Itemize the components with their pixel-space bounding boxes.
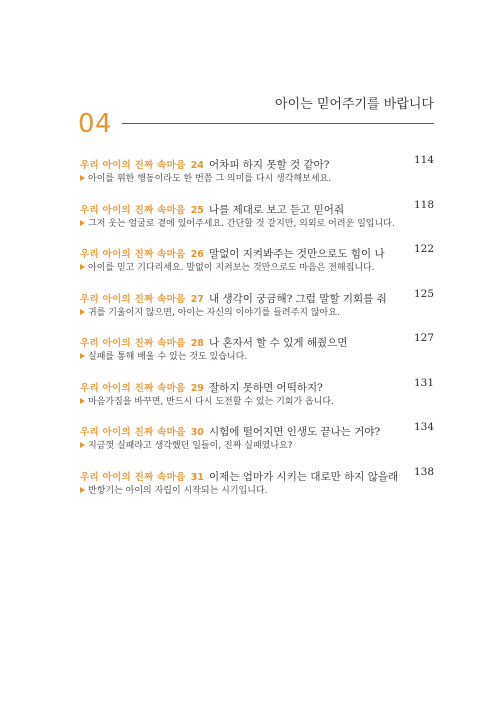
- entry-number: 25: [190, 204, 204, 216]
- entry-series-label: 우리 아이의 진짜 속마음: [80, 427, 186, 438]
- entry-page-number: 118: [413, 198, 434, 211]
- entry-number: 30: [190, 427, 204, 438]
- entry-subtitle: 아이를 믿고 기다리세요. 말없이 지켜보는 것만으로도 마음은 전해집니다.: [88, 263, 375, 273]
- entry-series-label: 우리 아이의 진짜 속마음: [80, 382, 186, 394]
- chapter-title: 아이는 믿어주기를 바랍니다: [275, 97, 434, 112]
- entry-title: 이제는 엄마가 시키는 대로만 하지 않을래: [209, 470, 399, 483]
- triangle-bullet-icon: [80, 220, 85, 226]
- triangle-bullet-icon: [80, 309, 85, 315]
- toc-entry[interactable]: [80, 287, 434, 332]
- entry-subtitle: 지금껏 실패라고 생각했던 일들이, 진짜 실패였나요?: [88, 441, 293, 451]
- entry-subtitle-line: [80, 349, 434, 365]
- triangle-bullet-icon: [80, 442, 85, 448]
- entry-title: 내 생각이 궁금해? 그럼 말할 기회를 줘: [209, 292, 387, 305]
- entry-page-number: 131: [413, 376, 434, 389]
- entry-subtitle: 그저 웃는 얼굴로 곁에 있어주세요. 간단할 것 같지만, 의외로 어려운 일입니다.: [88, 218, 395, 229]
- triangle-bullet-icon: [80, 175, 85, 181]
- entry-subtitle: 실패를 통해 배울 수 있는 것도 있습니다.: [88, 352, 248, 362]
- entry-subtitle-line: [80, 171, 434, 187]
- entry-title: 어차피 하지 못할 것 같아?: [209, 159, 330, 171]
- entry-series-label: 우리 아이의 진짜 속마음: [80, 249, 186, 260]
- entry-heading-line: [80, 153, 434, 171]
- triangle-bullet-icon: [80, 487, 85, 493]
- entry-heading-line: [80, 242, 434, 260]
- entry-page-number: 127: [413, 332, 434, 344]
- entry-heading-line: [80, 465, 434, 483]
- entry-title: 시험에 떨어지면 인생도 끝나는 거야?: [209, 426, 381, 438]
- entry-subtitle-line: [80, 305, 434, 321]
- entry-subtitle: 마음가짐을 바꾸면, 반드시 다시 도전할 수 있는 기회가 옵니다.: [88, 396, 334, 407]
- toc-entry[interactable]: [80, 420, 434, 465]
- entry-subtitle-line: [80, 438, 434, 454]
- toc-entry[interactable]: [80, 242, 434, 287]
- entry-subtitle: 반항기는 아이의 자립이 시작되는 시기입니다.: [88, 485, 268, 496]
- entry-heading-line: [80, 420, 434, 438]
- entry-subtitle-line: [80, 483, 434, 499]
- entry-page-number: 125: [413, 287, 434, 300]
- entry-number: 26: [190, 249, 204, 260]
- entry-title: 나를 제대로 보고 듣고 믿어줘: [209, 203, 345, 216]
- entry-number: 27: [190, 293, 204, 305]
- entry-title: 잘하지 못하면 어떡하지?: [209, 381, 323, 394]
- entry-title: 나 혼자서 할 수 있게 해줬으면: [209, 337, 348, 349]
- entry-series-label: 우리 아이의 진짜 속마음: [80, 471, 186, 483]
- entry-heading-line: [80, 198, 434, 216]
- triangle-bullet-icon: [80, 353, 85, 359]
- entry-page-number: 122: [413, 243, 434, 255]
- toc-entry[interactable]: [80, 465, 434, 510]
- toc-entry[interactable]: [80, 331, 434, 376]
- chapter-number: 04: [78, 109, 113, 139]
- entry-title: 말없이 지켜봐주는 것만으로도 힘이 나: [209, 248, 385, 260]
- chapter-header: [78, 96, 434, 140]
- chapter-divider: [122, 123, 434, 124]
- entry-subtitle-line: [80, 260, 434, 276]
- entry-number: 24: [190, 160, 204, 171]
- entry-number: 31: [190, 471, 204, 483]
- table-of-contents: [80, 153, 434, 509]
- entry-heading-line: [80, 376, 434, 394]
- triangle-bullet-icon: [80, 264, 85, 270]
- entry-series-label: 우리 아이의 진짜 속마음: [80, 160, 186, 171]
- entry-series-label: 우리 아이의 진짜 속마음: [80, 338, 186, 349]
- entry-page-number: 138: [413, 465, 434, 478]
- entry-number: 28: [190, 338, 204, 349]
- entry-page-number: 114: [413, 154, 434, 166]
- entry-subtitle: 귀를 기울이지 않으면, 아이는 자신의 이야기를 들려주지 않아요.: [88, 307, 340, 318]
- toc-entry[interactable]: [80, 376, 434, 421]
- entry-series-label: 우리 아이의 진짜 속마음: [80, 293, 186, 305]
- toc-entry[interactable]: [80, 198, 434, 243]
- entry-series-label: 우리 아이의 진짜 속마음: [80, 204, 186, 216]
- triangle-bullet-icon: [80, 398, 85, 404]
- entry-heading-line: [80, 331, 434, 349]
- entry-number: 29: [190, 382, 204, 394]
- entry-subtitle-line: [80, 394, 434, 410]
- entry-subtitle: 아이를 위한 행동이라도 한 번쯤 그 의미를 다시 생각해보세요.: [88, 174, 332, 184]
- entry-heading-line: [80, 287, 434, 305]
- toc-entry[interactable]: [80, 153, 434, 198]
- entry-page-number: 134: [413, 421, 434, 433]
- entry-subtitle-line: [80, 216, 434, 232]
